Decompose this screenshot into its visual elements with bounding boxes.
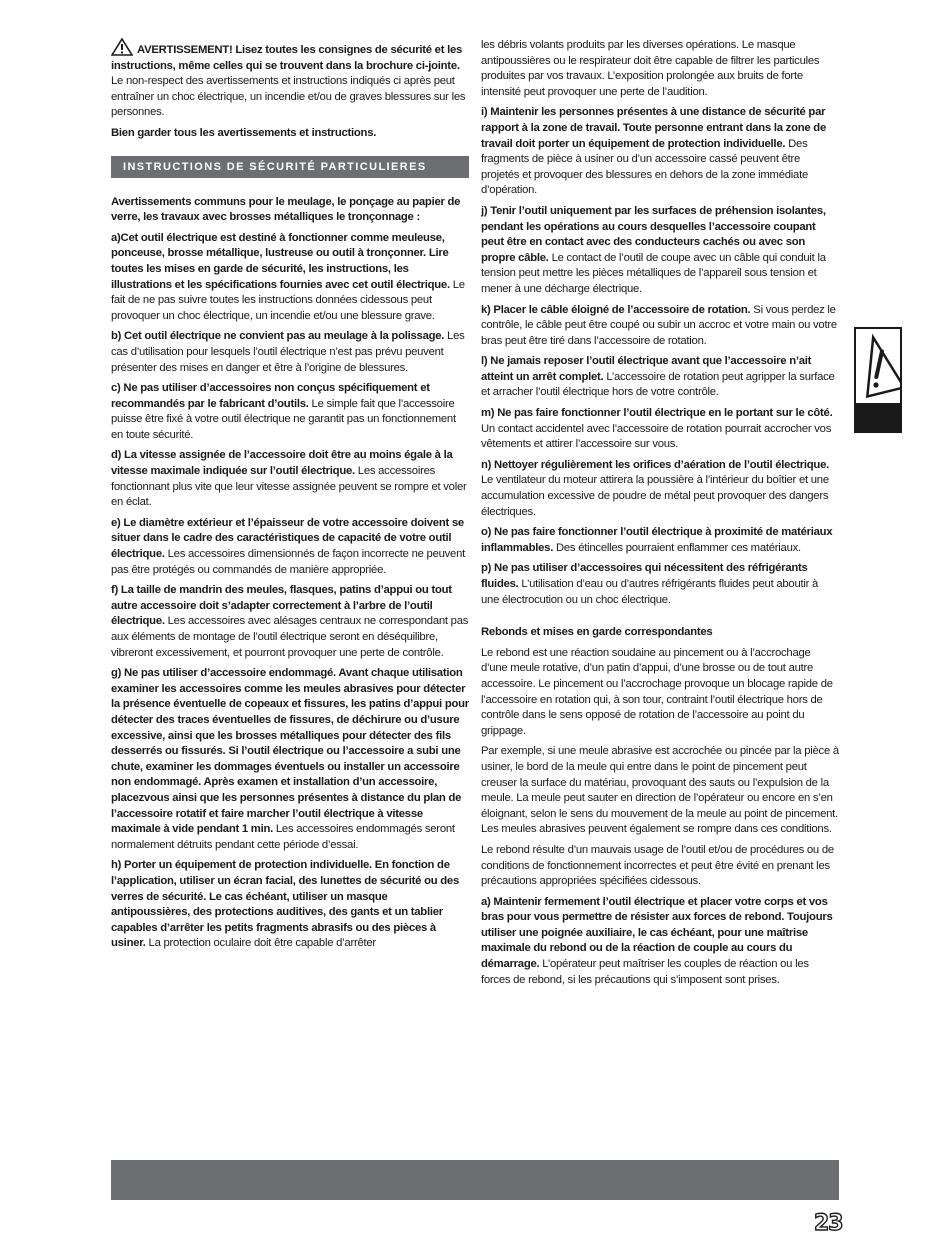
instruction-item: p) Ne pas utiliser d’accessoires qui nécessitent des réfrigérants fluides. L’utilisation d’eau ou d’autres réfrigérants fluides peut aboutir à une électrocution ou un choc électrique.: [481, 562, 819, 606]
instruction-item: l) Ne jamais reposer l’outil électrique avant que l’accessoire n’ait atteint un arrêt complet. L’accessoire de rotation peut agripper la surface et arracher l’outil électrique hors de votre contrôle.: [481, 355, 835, 399]
instruction-item: k) Placer le câble éloigné de l’accessoire de rotation. Si vous perdez le contrôle, le câble peut être coupé ou subir un accroc et votre main ou votre bras peut être tiré dans l’accessoire de rotation.: [481, 303, 837, 347]
instruction-item: a) Maintenir fermement l’outil électrique et placer votre corps et vos bras pour vous permettre de résister aux forces de rebond. Toujours utiliser une poignée auxiliaire, le cas échéant, pour une maîtrise maximale du rebond ou de la réaction de couple au cours du démarrage. L’opérateur peut maîtriser les couples de réaction ou les forces de rebond, si les précautions qui s’imposent sont prises.: [481, 895, 833, 986]
warning-bold: AVERTISSEMENT! Lisez toutes les consignes de sécurité et les instructions, même celles qui se trouvent dans la brochure ci-jointe.: [111, 44, 463, 72]
kickback-paragraph: Le rebond résulte d’un mauvais usage de l’outil et/ou de procédures ou de conditions de fonctionnement incorrectes et peut être évité en prenant les précautions appropriées spécifiées cidessous.: [481, 843, 834, 888]
intro-heading: Avertissements communs pour le meulage, le ponçage au papier de verre, les travaux avec brosses métalliques le tronçonnage :: [111, 195, 461, 224]
kickback-paragraph: Par exemple, si une meule abrasive est accrochée ou pincée par la pièce à usiner, le bord de la meule qui entre dans le point de pincement peut creuser la surface du matériau, provoquant des sauts ou l’expulsion de la meule. La meule peut sauter en direction de l’opérateur ou encore en s’en éloignant, selon le sens du mouvement de la meule au point de pincement. Les meules abrasives peuvent également se rompre dans ces conditions.: [481, 745, 839, 836]
footer-bar: [111, 1160, 839, 1200]
instruction-item: j) Tenir l’outil uniquement par les surfaces de préhension isolantes, pendant les opérations au cours desquelles l’accessoire coupant peut être en contact avec des conducteurs cachés ou avec son propre câble. Le contact de l’outil de coupe avec un câble qui conduit la tension peut mettre les pièces métalliques de l’appareil sous tension et mener à une décharge électrique.: [481, 204, 826, 295]
warning-triangle-icon: [111, 38, 133, 56]
instruction-item: n) Nettoyer régulièrement les orifices d’aération de l’outil électrique. Le ventilateur du moteur attirera la poussière à l’intérieur du boîtier et une accumulation excessive de poudre de métal peut provoquer des dangers électriques.: [481, 458, 829, 518]
instruction-item: c) Ne pas utiliser d’accessoires non conçus spécifiquement et recommandés par le fabricant d’outils. Le simple fait que l’accessoire puisse être fixé à votre outil électrique ne garantit pas un fonctionnement en toute sécurité.: [111, 382, 456, 441]
continuation-text: les débris volants produits par les diverses opérations. Le masque antipoussières ou le respirateur doit être capable de filtrer les particules produites par vos travaux. L’exposition prolongée aux bruits de forte intensité peut provoquer une perte de l’audition.: [481, 39, 820, 98]
instruction-item: d) La vitesse assignée de l’accessoire doit être au moins égale à la vitesse maximale indiquée sur l’outil électrique. Les accessoires fonctionnant plus vite que leur vitesse assignée peuvent se rompre et voler en éclat.: [111, 449, 467, 509]
general-warning: [111, 38, 469, 121]
instruction-item: b) Cet outil électrique ne convient pas au meulage à la polissage. Les cas d’utilisation pour lesquels l’outil électrique n’est pas prévu peuvent présenter des mises en danger et être à l’origine de blessures.: [111, 330, 465, 374]
page-number: 23: [814, 1211, 843, 1236]
instruction-item: i) Maintenir les personnes présentes à une distance de sécurité par rapport à la zone de travail. Toute personne entrant dans la zone de travail doit porter un équipement de protection individuelle. Des fragments de pièce à usiner ou d’un accessoire cassé peuvent être projetés et provoquer des blessures en dehors de la zone immédiate d’opération.: [481, 106, 826, 197]
side-warning-tab: [854, 327, 902, 433]
warning-exclamation-icon: [856, 329, 900, 403]
warning-text: Le non-respect des avertissements et instructions indiqués ci après peut entraîner un choc électrique, un incendie et/ou de graves blessures sur les personnes.: [111, 75, 466, 119]
instruction-item: a)Cet outil électrique est destiné à fonctionner comme meuleuse, ponceuse, brosse métallique, lustreuse ou outil à tronçonner. Lire toutes les mises en garde de sécurité, les instructions, les illustrations et les spécifications fournies avec cet outil électrique. Le fait de ne pas suivre toutes les instructions données cidessous peut provoquer un choc électrique, un incendie et/ou une blessure grave.: [111, 231, 465, 322]
tab-inner-panel: [856, 329, 900, 403]
instruction-item: f) La taille de mandrin des meules, flasques, patins d’appui ou tout autre accessoire doit s’adapter correctement à l’arbre de l’outil électrique. Les accessoires avec alésages centraux ne correspondant pas aux éléments de montage de l’outil électrique seront en déséquilibre, vibreront excessivement, et pourront provoquer une perte de contrôle.: [111, 584, 469, 659]
instruction-item: o) Ne pas faire fonctionner l’outil électrique à proximité de matériaux inflammables. Des étincelles pourraient enflammer ces matériaux.: [481, 526, 833, 554]
section-title-bar: INSTRUCTIONS DE SÉCURITÉ PARTICULIERES: [111, 156, 469, 178]
left-column: [111, 38, 469, 957]
instruction-item: h) Porter un équipement de protection individuelle. En fonction de l’application, utiliser un écran facial, des lunettes de sécurité ou des verres de sécurité. Le cas échéant, utiliser un masque antipoussières, des protections auditives, des gants et un tablier capables d’arrêter les petits fragments abrasifs ou des pièces à usiner. La protection oculaire doit être capable d’arrêter: [111, 859, 460, 950]
kickback-paragraph: Le rebond est une réaction soudaine au pincement ou à l’accrochage d’une meule rotative, d’un patin d’appui, d’une brosse ou de tout autre accessoire. Le pincement ou l’accrochage provoque un blocage rapide de l’accessoire en rotation qui, à son tour, contraint l’outil électrique hors de contrôle dans le sens opposé de rotation de l’accessoire au point du grippage.: [481, 646, 833, 737]
kickback-heading: Rebonds et mises en garde correspondantes: [481, 626, 713, 639]
instruction-item: e) Le diamètre extérieur et l’épaisseur de votre accessoire doivent se situer dans le cadre des caractéristiques de capacité de votre outil électrique. Les accessoires dimensionnés de façon incorrecte ne peuvent pas être protégés ou commandés de manière appropriée.: [111, 516, 466, 576]
keep-instructions: Bien garder tous les avertissements et instructions.: [111, 126, 377, 139]
right-column: [481, 38, 839, 993]
instruction-item: g) Ne pas utiliser d’accessoire endommagé. Avant chaque utilisation examiner les accessoires comme les meules abrasives pour détecter la présence éventuelle de copeaux et fissures, les patins d’appui pour détecter des traces éventuelles de fissures, de déchirure ou d’usure excessive, ainsi que les brosses métalliques pour détecter des fils desserrés ou fissurés. Si l’outil électrique ou l’accessoire a subi une chute, examiner les dommages éventuels ou installer un accessoire non endommagé. Après examen et installation d’un accessoire, placezvous ainsi que les personnes présentes à distance du plan de l’accessoire rotatif et faire marcher l’outil électrique à vitesse maximale à vide pendant 1 min. Les accessoires endommagés seront normalement détruits pendant cette période d’essai.: [111, 667, 469, 851]
instruction-item: m) Ne pas faire fonctionner l’outil électrique en le portant sur le côté. Un contact accidentel avec l’accessoire de rotation pourrait accrocher vos vêtements et attirer l’accessoire sur vous.: [481, 407, 833, 451]
